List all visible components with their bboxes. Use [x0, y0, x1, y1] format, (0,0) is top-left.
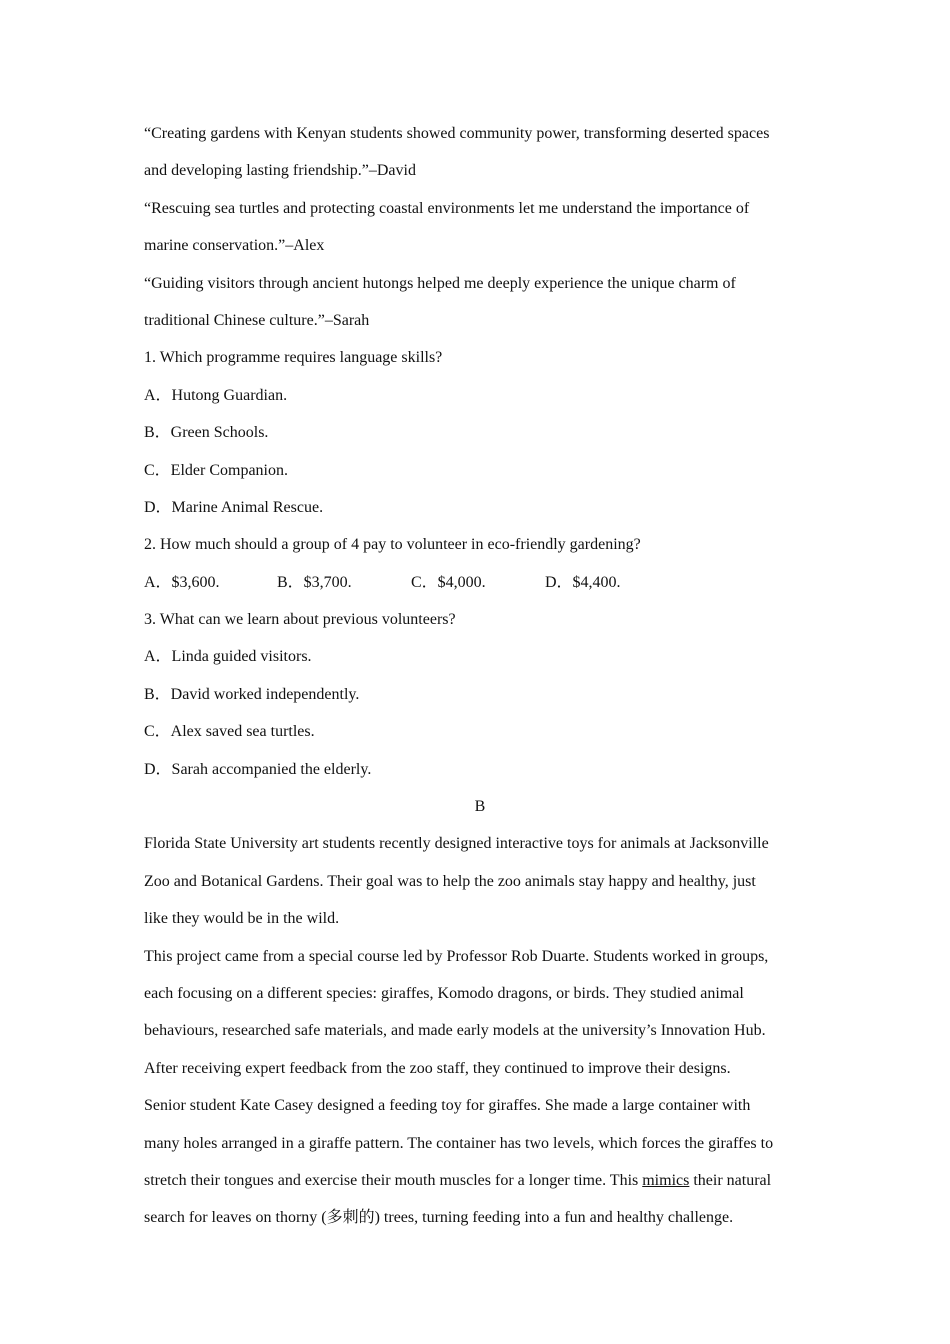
question-2: 2. How much should a group of 4 pay to volunteer in eco-friendly gardening?: [144, 536, 641, 554]
question-1: 1. Which programme requires language skills?: [144, 349, 443, 367]
underlined-word-mimics: mimics: [642, 1171, 690, 1189]
passage-line: search for leaves on thorny (多刺的) trees, turning feeding into a fun and healthy challenge.: [144, 1209, 734, 1227]
passage-line: After receiving expert feedback from the zoo staff, they continued to improve their designs.: [144, 1059, 731, 1077]
quote-line: traditional Chinese culture.”–Sarah: [144, 311, 370, 329]
quote-line: “Rescuing sea turtles and protecting coastal environments let me understand the importance of: [144, 199, 750, 217]
passage-line: many holes arranged in a giraffe pattern. The container has two levels, which forces the giraffes to: [144, 1134, 774, 1152]
q3-option-a: A．Linda guided visitors.: [144, 648, 312, 666]
passage-text: their natural: [689, 1171, 772, 1189]
q1-option-c: C．Elder Companion.: [144, 461, 288, 479]
passage-line: each focusing on a different species: giraffes, Komodo dragons, or birds. They studied animal: [144, 984, 744, 1002]
q2-option-c: C．$4,000.: [411, 573, 486, 591]
q2-option-d: D．$4,400.: [545, 573, 621, 591]
document-page: [144, 115, 816, 1237]
passage-line: like they would be in the wild.: [144, 910, 340, 928]
passage-line: Florida State University art students recently designed interactive toys for animals at Jacksonville: [144, 835, 769, 853]
quote-line: and developing lasting friendship.”–David: [144, 162, 416, 180]
passage-line: This project came from a special course led by Professor Rob Duarte. Students worked in groups,: [144, 947, 769, 965]
q1-option-a: A．Hutong Guardian.: [144, 386, 288, 404]
section-heading: B: [474, 798, 486, 816]
quote-line: marine conservation.”–Alex: [144, 237, 325, 255]
q1-option-d: D．Marine Animal Rescue.: [144, 498, 324, 516]
passage-text: stretch their tongues and exercise their mouth muscles for a longer time. This: [144, 1171, 643, 1189]
q3-option-c: C．Alex saved sea turtles.: [144, 723, 315, 741]
passage-line: behaviours, researched safe materials, and made early models at the university’s Innovation Hub.: [144, 1022, 766, 1040]
quote-line: “Creating gardens with Kenyan students showed community power, transforming deserted spaces: [144, 125, 770, 142]
passage-line: Zoo and Botanical Gardens. Their goal was to help the zoo animals stay happy and healthy, just: [144, 872, 756, 890]
q3-option-b: B．David worked independently.: [144, 685, 360, 703]
quote-line: “Guiding visitors through ancient hutongs helped me deeply experience the unique charm of: [144, 274, 736, 292]
q2-options: [144, 564, 816, 601]
q1-option-b: B．Green Schools.: [144, 424, 269, 442]
q3-option-d: D．Sarah accompanied the elderly.: [144, 760, 372, 778]
passage-line: [144, 1162, 816, 1199]
q2-option-a: A．$3,600.: [144, 573, 220, 591]
q2-option-b: B．$3,700.: [277, 573, 352, 591]
question-3: 3. What can we learn about previous volunteers?: [144, 611, 456, 629]
passage-line: Senior student Kate Casey designed a feeding toy for giraffes. She made a large container with: [144, 1097, 751, 1115]
